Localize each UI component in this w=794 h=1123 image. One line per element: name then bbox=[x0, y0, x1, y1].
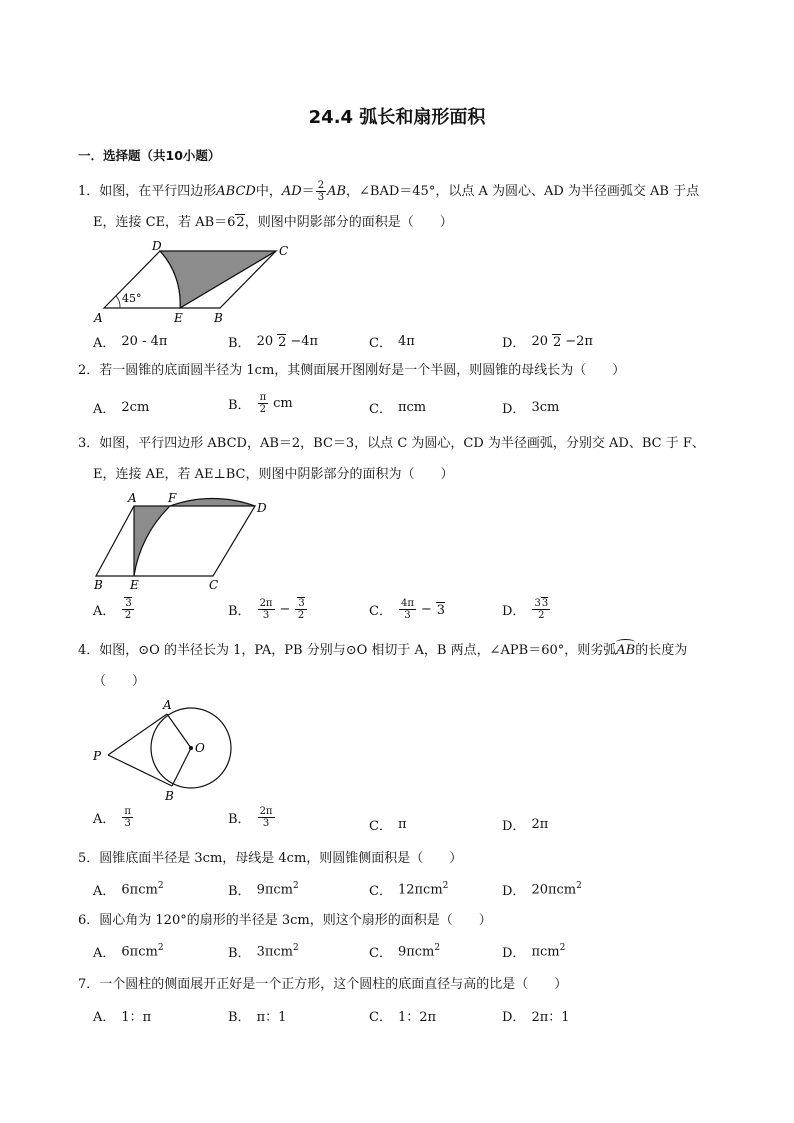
option-superscript: 2 bbox=[157, 943, 164, 954]
q2-option-c[interactable] bbox=[369, 398, 426, 417]
option-fraction bbox=[258, 806, 275, 829]
option-label: C． bbox=[369, 402, 392, 417]
fraction-denominator: 3 bbox=[317, 192, 325, 203]
option-text: 1：π bbox=[121, 1010, 152, 1025]
option-text: − bbox=[420, 602, 432, 617]
q1-text: ，则图中阴影部分的面积是（ ） bbox=[244, 215, 453, 230]
q1-text: AD bbox=[281, 184, 302, 199]
option-text: 20πcm bbox=[531, 882, 577, 898]
label-f: F bbox=[168, 491, 177, 505]
q3-option-c[interactable] bbox=[369, 598, 445, 621]
fraction-numerator: 3 bbox=[534, 598, 541, 609]
q1-options bbox=[93, 332, 693, 356]
option-label: D． bbox=[502, 402, 526, 417]
label-a: A bbox=[94, 311, 103, 325]
option-text: πcm bbox=[397, 400, 427, 415]
q7-options bbox=[93, 1006, 693, 1030]
section-heading: 一．选择题（共10小题） bbox=[78, 148, 221, 163]
q4-option-a[interactable] bbox=[93, 806, 134, 829]
option-text: π bbox=[397, 817, 407, 832]
q5-option-a[interactable] bbox=[93, 880, 164, 899]
option-text: 1：2π bbox=[397, 1010, 437, 1025]
sqrt-radicand: 2 bbox=[278, 334, 287, 350]
label-o: O bbox=[195, 741, 205, 755]
q4-text: 4．如图，⊙O 的半径长为 1，PA，PB 分别与⊙O 相切于 A，B 两点，∠APB＝60°，则劣弧 bbox=[78, 643, 617, 658]
q1-text: AB bbox=[327, 184, 347, 199]
q1-angle-mark bbox=[116, 296, 120, 308]
label-d: D bbox=[152, 239, 162, 253]
q3-options bbox=[93, 598, 693, 630]
option-text: 9πcm bbox=[397, 944, 435, 960]
fraction-denominator: 2 bbox=[124, 610, 132, 621]
q1-text: E，连接 CE，若 AB＝6 bbox=[93, 215, 236, 230]
label-a: A bbox=[128, 491, 137, 505]
fraction-numerator: π bbox=[259, 392, 267, 403]
option-fraction bbox=[532, 598, 550, 621]
fraction-numerator: π bbox=[124, 806, 131, 817]
label-e: E bbox=[130, 578, 139, 592]
sqrt-radicand: 3 bbox=[125, 598, 132, 609]
option-fraction bbox=[258, 392, 269, 415]
option-label: D． bbox=[502, 819, 526, 834]
label-p: P bbox=[93, 749, 102, 763]
q1-text: ABCD bbox=[216, 184, 256, 199]
option-text: 9πcm bbox=[256, 882, 293, 898]
q1-stem-line2 bbox=[93, 214, 453, 232]
option-label: B． bbox=[228, 884, 251, 899]
option-text: −2π bbox=[565, 334, 593, 349]
q3-figure bbox=[90, 488, 280, 594]
label-b: B bbox=[94, 578, 103, 592]
fraction-denominator: 3 bbox=[262, 610, 270, 621]
q1-text: ＝ bbox=[301, 184, 315, 199]
q7-option-b[interactable] bbox=[228, 1006, 286, 1025]
label-b: B bbox=[214, 311, 223, 325]
option-label: B． bbox=[228, 604, 251, 619]
option-text: 3πcm bbox=[256, 944, 293, 960]
option-label: B． bbox=[228, 946, 251, 961]
option-label: A． bbox=[93, 604, 116, 619]
q7-option-d[interactable] bbox=[502, 1006, 570, 1025]
q1-fraction bbox=[316, 180, 326, 203]
option-text: 20 bbox=[531, 334, 548, 349]
q3-parallelogram bbox=[96, 506, 255, 576]
option-fraction bbox=[258, 598, 275, 621]
q4-tangent-pa bbox=[108, 714, 167, 755]
q2-option-b[interactable] bbox=[228, 392, 293, 415]
option-text: 2cm bbox=[121, 400, 150, 415]
label-a: A bbox=[163, 698, 172, 712]
option-text: π：1 bbox=[256, 1010, 287, 1025]
option-superscript: 2 bbox=[442, 881, 449, 892]
q1-stem-line1 bbox=[78, 180, 699, 203]
q6-options bbox=[93, 942, 693, 966]
fraction-numerator: 4π bbox=[400, 598, 414, 609]
fraction-denominator: 2 bbox=[259, 404, 267, 415]
q1-option-c[interactable] bbox=[369, 332, 415, 351]
option-fraction bbox=[399, 598, 416, 621]
q7-option-a[interactable] bbox=[93, 1006, 151, 1025]
q3-shaded-region bbox=[134, 506, 170, 576]
q1-text: 中， bbox=[255, 184, 282, 199]
label-b: B bbox=[165, 789, 174, 803]
q4-radius-ob bbox=[172, 748, 191, 786]
option-label: B． bbox=[228, 398, 251, 413]
option-fraction bbox=[122, 806, 133, 829]
label-angle: 45° bbox=[122, 292, 142, 305]
option-superscript: 2 bbox=[559, 943, 566, 954]
q5-stem: 5．圆锥底面半径是 3cm，母线是 4cm，则圆锥侧面积是（ ） bbox=[78, 851, 463, 866]
q3-option-a[interactable] bbox=[93, 598, 135, 621]
q5-options bbox=[93, 880, 693, 904]
q4-option-c[interactable] bbox=[369, 815, 407, 834]
q4-arc-label bbox=[616, 642, 635, 660]
option-label: B． bbox=[228, 1010, 251, 1025]
q4-option-d[interactable] bbox=[502, 815, 548, 834]
q2-option-d[interactable] bbox=[502, 398, 559, 417]
option-text: πcm bbox=[531, 944, 560, 960]
label-c: C bbox=[209, 578, 219, 592]
sqrt-radicand: 3 bbox=[541, 598, 549, 609]
q6-option-a[interactable] bbox=[93, 942, 164, 961]
q4-option-b[interactable] bbox=[228, 806, 276, 829]
q2-stem: 2．若一圆锥的底面圆半径为 1cm，其侧面展开图刚好是一个半圆，则圆锥的母线长为（ ） bbox=[78, 363, 626, 378]
fraction-numerator: 2 bbox=[317, 180, 325, 191]
sqrt-radicand: 2 bbox=[552, 334, 562, 350]
sqrt-radicand: 2 bbox=[236, 215, 245, 230]
q5-option-b[interactable] bbox=[228, 880, 299, 899]
fraction-denominator: 3 bbox=[124, 818, 131, 829]
fraction-numerator: 2π bbox=[259, 806, 273, 817]
q4-radius-oa bbox=[167, 714, 191, 748]
option-label: A． bbox=[93, 946, 116, 961]
option-text: 20 bbox=[256, 334, 274, 349]
q1-shaded-region bbox=[160, 251, 276, 308]
option-text: − bbox=[279, 602, 291, 617]
option-superscript: 2 bbox=[157, 881, 164, 892]
q1-text: 1．如图，在平行四边形 bbox=[78, 184, 217, 199]
option-text: 2π：1 bbox=[531, 1010, 570, 1025]
q2-option-a[interactable] bbox=[93, 398, 149, 417]
q5-option-c[interactable] bbox=[369, 880, 448, 899]
q6-option-d[interactable] bbox=[502, 942, 565, 961]
q1-text: ，∠BAD＝45°，以点 A 为圆心、AD 为半径画弧交 AB 于点 bbox=[346, 184, 700, 199]
option-label: A． bbox=[93, 336, 116, 351]
option-text: 12πcm bbox=[397, 882, 443, 898]
q4-center-dot bbox=[189, 746, 193, 750]
fraction-denominator: 3 bbox=[404, 610, 411, 621]
q1-option-a[interactable] bbox=[93, 332, 167, 351]
option-label: D． bbox=[502, 604, 526, 619]
option-superscript: 2 bbox=[434, 943, 441, 954]
label-e: E bbox=[174, 311, 183, 325]
q4-figure bbox=[90, 696, 250, 804]
option-text: 2π bbox=[531, 817, 549, 832]
option-label: C． bbox=[369, 946, 392, 961]
option-label: A． bbox=[93, 1010, 116, 1025]
option-superscript: 2 bbox=[293, 881, 299, 892]
option-label: C． bbox=[369, 1010, 392, 1025]
option-label: C． bbox=[369, 819, 392, 834]
option-label: D． bbox=[502, 1010, 526, 1025]
option-superscript: 2 bbox=[576, 881, 582, 892]
option-text: cm bbox=[273, 396, 293, 411]
q1-figure bbox=[92, 236, 302, 328]
q4-stem-line2: （ ） bbox=[93, 674, 146, 689]
q4-options bbox=[93, 806, 693, 838]
option-text: 4π bbox=[397, 334, 415, 349]
fraction-numerator: 2π bbox=[259, 598, 273, 609]
q3-stem-line2: E，连接 AE，若 AE⊥BC，则图中阴影部分的面积为（ ） bbox=[93, 467, 454, 482]
label-c: C bbox=[279, 244, 289, 258]
option-text: 3cm bbox=[531, 400, 560, 415]
q7-option-c[interactable] bbox=[369, 1006, 436, 1025]
q6-stem: 6．圆心角为 120°的扇形的半径是 3cm，则这个扇形的面积是（ ） bbox=[78, 913, 492, 928]
page-title: 24.4 弧长和扇形面积 bbox=[308, 107, 486, 128]
option-label: B． bbox=[228, 812, 251, 827]
arc-text: AB bbox=[616, 643, 636, 658]
option-text: 6πcm bbox=[121, 944, 158, 960]
q6-option-b[interactable] bbox=[228, 942, 299, 961]
q4-tangent-pb bbox=[108, 755, 172, 786]
q3-stem-line1: 3．如图，平行四边形 ABCD，AB＝2，BC＝3，以点 C 为圆心，CD 为半径画弧，分别交 AD、BC 于 F、 bbox=[78, 436, 705, 451]
q5-option-d[interactable] bbox=[502, 880, 582, 899]
fraction-denominator: 2 bbox=[297, 610, 305, 621]
option-label: A． bbox=[93, 402, 116, 417]
q3-option-d[interactable] bbox=[502, 598, 551, 621]
q7-stem: 7．一个圆柱的侧面展开正好是一个正方形，这个圆柱的底面直径与高的比是（ ） bbox=[78, 977, 568, 992]
option-label: D． bbox=[502, 336, 526, 351]
option-text: −4π bbox=[290, 334, 319, 349]
q2-options bbox=[93, 392, 693, 422]
option-label: D． bbox=[502, 946, 526, 961]
option-label: C． bbox=[369, 604, 392, 619]
q4-text: 的长度为 bbox=[635, 643, 688, 658]
q3-option-b[interactable] bbox=[228, 598, 308, 621]
option-label: B． bbox=[228, 336, 251, 351]
option-label: C． bbox=[369, 336, 392, 351]
option-text: 6πcm bbox=[121, 882, 158, 898]
option-label: D． bbox=[502, 884, 526, 899]
option-label: C． bbox=[369, 884, 392, 899]
fraction-denominator: 3 bbox=[262, 818, 270, 829]
option-superscript: 2 bbox=[293, 943, 299, 954]
option-text: 20 - 4π bbox=[121, 334, 168, 349]
q6-option-c[interactable] bbox=[369, 942, 440, 961]
option-fraction bbox=[295, 598, 306, 621]
sqrt-radicand: 3 bbox=[436, 602, 446, 618]
option-fraction bbox=[122, 598, 133, 621]
option-label: A． bbox=[93, 884, 116, 899]
option-label: A． bbox=[93, 812, 116, 827]
q4-stem-line1 bbox=[78, 642, 687, 660]
q1-option-d[interactable] bbox=[502, 332, 593, 351]
q1-option-b[interactable] bbox=[228, 332, 318, 351]
label-d: D bbox=[257, 501, 267, 515]
fraction-denominator: 2 bbox=[538, 610, 545, 621]
sqrt-radicand: 3 bbox=[298, 598, 305, 609]
